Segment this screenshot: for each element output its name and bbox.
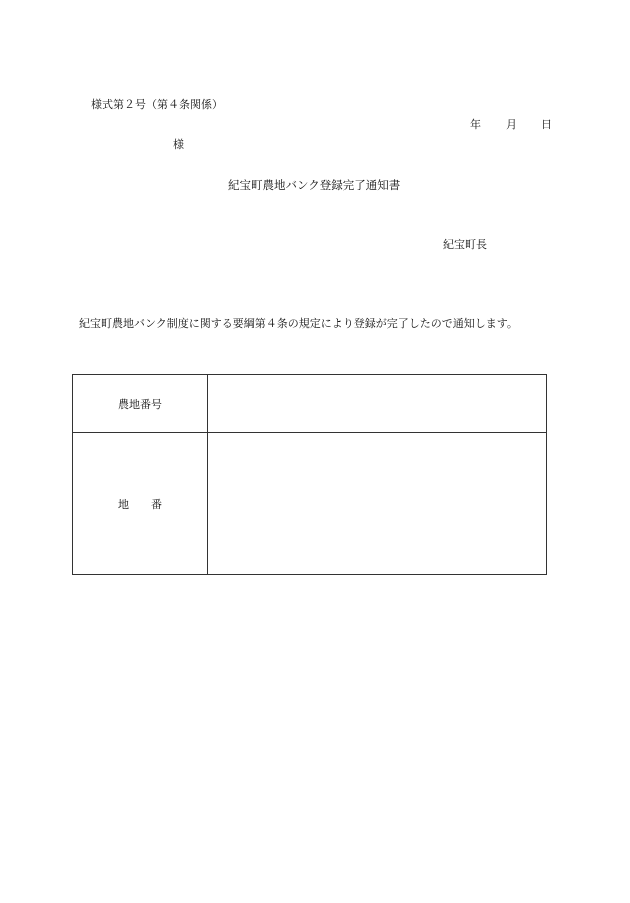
form-number-label: 様式第２号（第４条関係） [91,98,223,111]
registration-info-table [72,374,547,575]
addressee-honorific: 様 [173,138,184,151]
table-row-lot-number [73,433,547,575]
lot-number-label: 地 番 [73,433,208,575]
farmland-number-value [208,375,547,433]
lot-number-value [208,433,547,575]
farmland-number-label: 農地番号 [73,375,208,433]
date-year-label: 年 [470,118,481,131]
notice-body-text: 紀宝町農地バンク制度に関する要綱第４条の規定により登録が完了したので通知します。 [79,317,518,330]
table-row-farmland-number [73,375,547,433]
date-month-label: 月 [506,118,517,131]
issuer-name: 紀宝町長 [443,238,487,251]
document-title: 紀宝町農地バンク登録完了通知書 [228,178,401,192]
date-day-label: 日 [541,118,552,131]
